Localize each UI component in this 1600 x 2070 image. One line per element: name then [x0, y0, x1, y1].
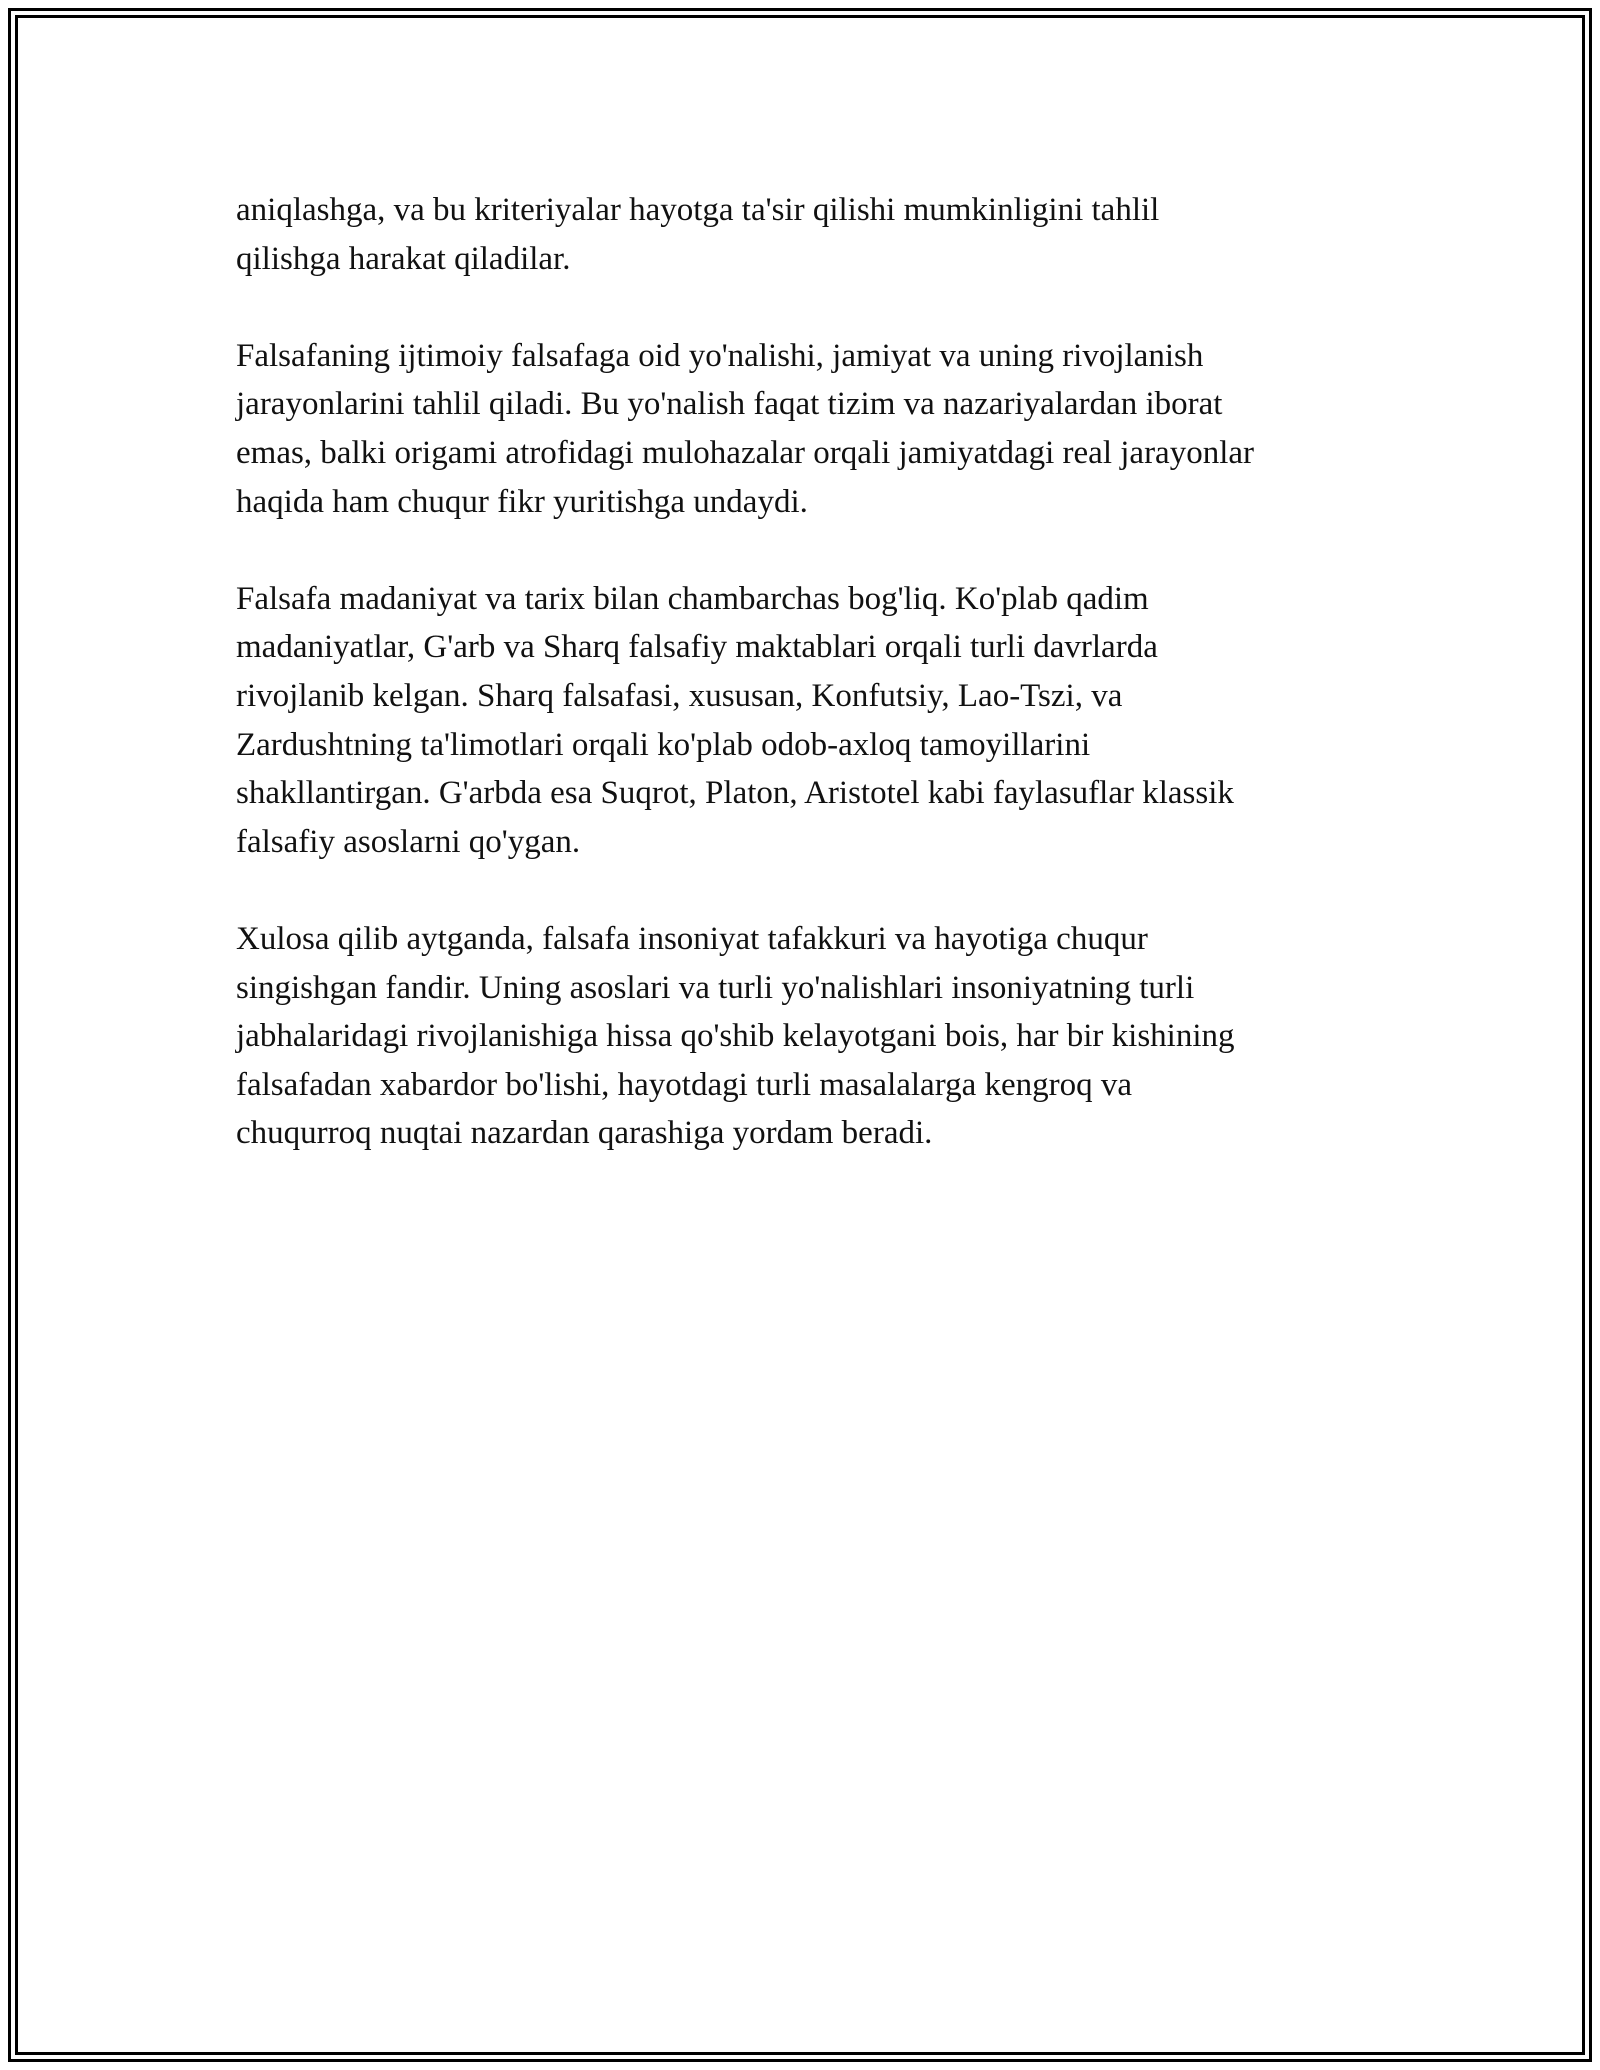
- text-line: qilishga harakat qiladilar.: [236, 240, 571, 277]
- text-line: jarayonlarini tahlil qiladi. Bu yo'nalish faqat tizim va nazariyalardan iborat: [236, 386, 1223, 423]
- text-line: falsafadan xabardor bo'lishi, hayotdagi turli masalalarga kengroq va: [236, 1066, 1133, 1103]
- text-line: Falsafaning ijtimoiy falsafaga oid yo'nalishi, jamiyat va uning rivojlanish: [236, 337, 1204, 374]
- paragraph-3: [236, 575, 1376, 867]
- paragraph-2: [236, 332, 1376, 526]
- text-line: madaniyatlar, G'arb va Sharq falsafiy maktablari orqali turli davrlarda: [236, 629, 1158, 666]
- paragraph-4: [236, 915, 1376, 1158]
- text-line: singishgan fandir. Uning asoslari va turli yo'nalishlari insoniyatning turli: [236, 969, 1195, 1006]
- text-line: rivojlanib kelgan. Sharq falsafasi, xususan, Konfutsiy, Lao-Tszi, va: [236, 677, 1123, 714]
- text-line: Zardushtning ta'limotlari orqali ko'plab odob-axloq tamoyillarini: [236, 726, 1091, 763]
- text-line: chuqurroq nuqtai nazardan qarashiga yordam beradi.: [236, 1115, 933, 1152]
- text-line: Xulosa qilib aytganda, falsafa insoniyat tafakkuri va hayotiga chuqur: [236, 920, 1148, 957]
- text-line: Falsafa madaniyat va tarix bilan chambarchas bog'liq. Ko'plab qadim: [236, 580, 1149, 617]
- document-body: [236, 186, 1376, 1206]
- text-line: shakllantirgan. G'arbda esa Suqrot, Platon, Aristotel kabi faylasuflar klassik: [236, 775, 1234, 812]
- text-line: falsafiy asoslarni qo'ygan.: [236, 823, 581, 860]
- text-line: emas, balki origami atrofidagi mulohazalar orqali jamiyatdagi real jarayonlar: [236, 434, 1255, 471]
- paragraph-1: [236, 186, 1376, 283]
- text-line: aniqlashga, va bu kriteriyalar hayotga ta'sir qilishi mumkinligini tahlil: [236, 192, 1160, 228]
- text-line: haqida ham chuqur fikr yuritishga undaydi.: [236, 483, 808, 520]
- text-line: jabhalaridagi rivojlanishiga hissa qo'shib kelayotgani bois, har bir kishining: [236, 1018, 1235, 1055]
